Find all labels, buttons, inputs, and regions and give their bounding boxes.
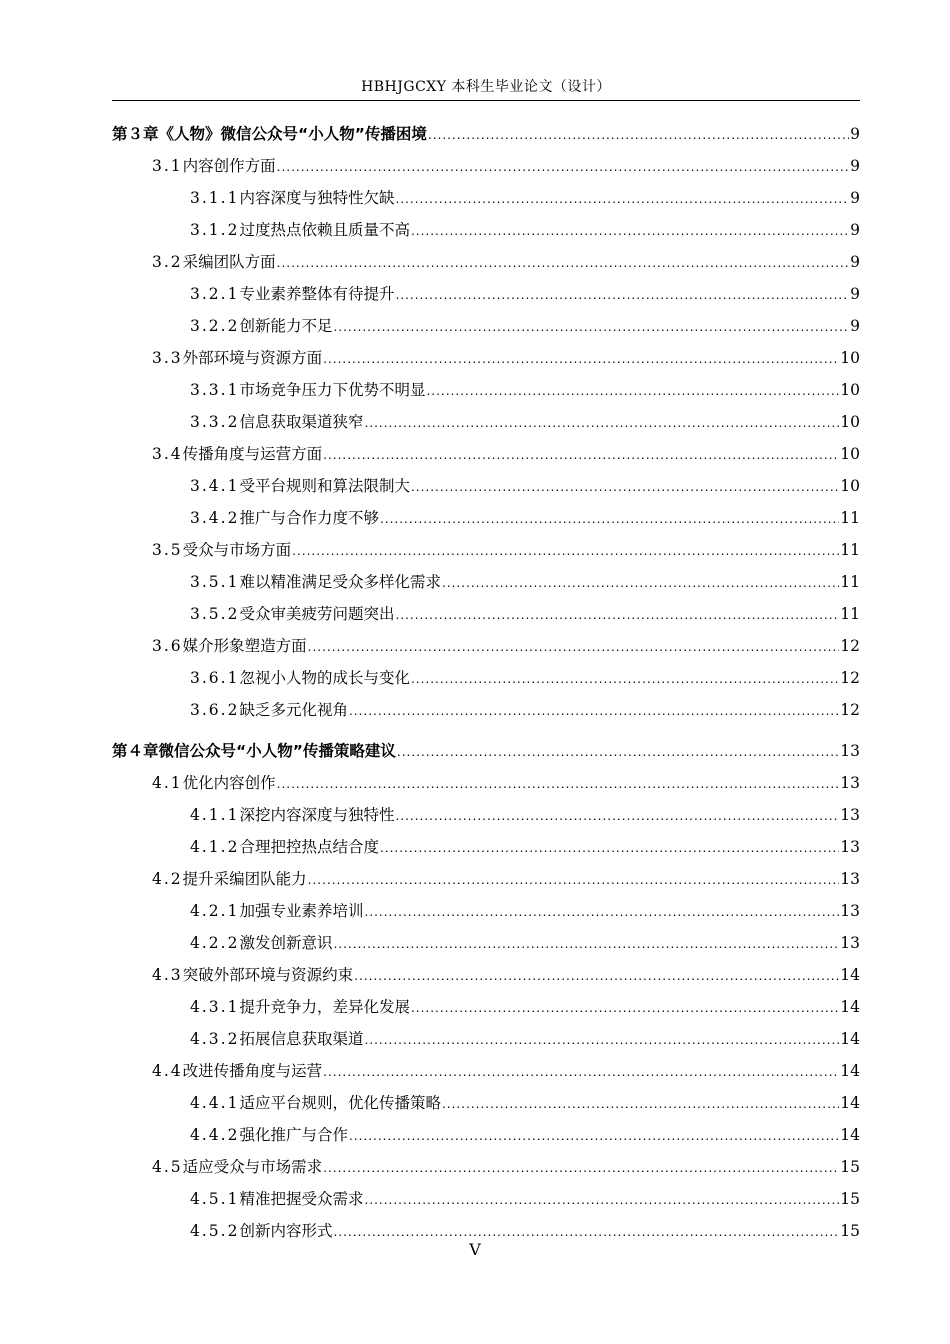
toc-dot-leader [354,960,839,992]
toc-dot-leader [277,768,840,800]
toc-entry-page: 12 [840,637,860,655]
toc-entry[interactable] [112,662,860,694]
toc-entry-number: 4.5.2 [190,1222,240,1240]
toc-entry[interactable] [112,831,860,863]
toc-dot-leader [292,535,839,567]
toc-entry[interactable] [112,182,860,214]
toc-entry-title: 采编团队方面 [182,253,276,271]
toc-entry-page: 13 [840,934,860,952]
toc-entry-title: 提升竞争力，差异化发展 [239,998,410,1016]
toc-entry-title: 传播角度与运营方面 [182,445,323,463]
toc-entry-number: 4.4.2 [190,1126,240,1144]
toc-entry-title: 优化内容创作 [182,774,276,792]
toc-entry-number: 3.4.2 [190,509,240,527]
toc-dot-leader [395,599,839,631]
toc-entry-number: 3.3.1 [190,381,240,399]
toc-entry-page: 11 [840,541,860,559]
toc-entry-page: 14 [840,998,860,1016]
toc-entry-page: 9 [850,221,860,239]
toc-entry[interactable] [112,406,860,438]
toc-entry-page: 15 [840,1190,860,1208]
toc-dot-leader [349,1120,839,1152]
toc-entry-number: 4.2 [152,870,183,888]
toc-entry-page: 13 [840,806,860,824]
toc-entry[interactable] [112,630,860,662]
toc-entry[interactable] [112,374,860,406]
toc-entry-title: 忽视小人物的成长与变化 [239,669,410,687]
toc-dot-leader [323,1152,839,1184]
toc-dot-leader [308,864,840,896]
toc-dot-leader [426,375,839,407]
toc-entry-title: 专业素养整体有待提升 [239,285,395,303]
toc-entry-number: 4.5.1 [190,1190,240,1208]
toc-dot-leader [364,407,839,439]
toc-entry-number: 4.4.1 [190,1094,240,1112]
toc-dot-leader [277,151,849,183]
toc-entry-title: 过度热点依赖且质量不高 [239,221,410,239]
toc-entry-number: 3.2.1 [190,285,240,303]
toc-entry-title: 改进传播角度与运营 [182,1062,323,1080]
toc-entry[interactable] [112,1183,860,1215]
toc-entry[interactable] [112,1087,860,1119]
toc-dot-leader [364,896,839,928]
toc-dot-leader [395,183,849,215]
toc-entry-page: 11 [840,509,860,527]
toc-entry-number: 3.3.2 [190,413,240,431]
toc-entry[interactable] [112,799,860,831]
toc-entry-number: 3.1.2 [190,221,240,239]
toc-entry-page: 13 [840,742,860,760]
toc-entry-number: 3.6.2 [190,701,240,719]
toc-entry[interactable] [112,767,860,799]
toc-entry-page: 11 [840,605,860,623]
toc-dot-leader [411,471,839,503]
toc-entry[interactable] [112,534,860,566]
toc-entry-title: 精准把握受众需求 [239,1190,364,1208]
toc-entry-number: 3.4 [152,445,183,463]
toc-entry[interactable] [112,502,860,534]
toc-entry-title: 受众与市场方面 [182,541,292,559]
toc-entry[interactable] [112,1055,860,1087]
toc-dot-leader [349,695,839,727]
toc-entry[interactable] [112,246,860,278]
page-header: HBHJGCXY 本科生毕业论文（设计） [361,79,611,95]
toc-entry[interactable] [112,1023,860,1055]
toc-entry-number: 4.2.2 [190,934,240,952]
toc-entry-page: 14 [840,966,860,984]
toc-dot-leader [323,343,839,375]
toc-entry-page: 9 [850,189,860,207]
toc-dot-leader [380,832,839,864]
toc-entry-number: 4.3 [152,966,183,984]
toc-entry-title: 加强专业素养培训 [239,902,364,920]
toc-entry-title: 适应受众与市场需求 [182,1158,323,1176]
toc-entry[interactable] [112,1151,860,1183]
toc-entry-page: 13 [840,902,860,920]
toc-entry-page: 14 [840,1062,860,1080]
toc-entry[interactable] [112,863,860,895]
toc-dot-leader [395,279,849,311]
toc-entry-page: 14 [840,1126,860,1144]
toc-entry-title: 信息获取渠道狭窄 [239,413,364,431]
page-number: V [469,1240,481,1259]
toc-dot-leader [364,1024,839,1056]
toc-entry-page: 13 [840,870,860,888]
toc-entry-page: 10 [840,445,860,463]
toc-entry-title: 推广与合作力度不够 [239,509,379,527]
toc-entry-page: 13 [840,774,860,792]
toc-entry[interactable] [112,214,860,246]
toc-entry-page: 14 [840,1094,860,1112]
toc-entry-title: 内容创作方面 [182,157,276,175]
toc-entry-number: 4.1.1 [190,806,240,824]
toc-entry-page: 10 [840,349,860,367]
toc-dot-leader [333,928,839,960]
toc-entry-number: 4.2.1 [190,902,240,920]
toc-entry-title: 适应平台规则，优化传播策略 [239,1094,441,1112]
toc-dot-leader [380,503,839,535]
toc-entry-page: 9 [850,253,860,271]
toc-dot-leader [323,1056,839,1088]
toc-entry-title: 创新内容形式 [239,1222,333,1240]
toc-entry-title: 外部环境与资源方面 [182,349,323,367]
toc-entry-page: 15 [840,1222,860,1240]
toc-entry-page: 10 [840,381,860,399]
toc-entry[interactable] [112,927,860,959]
toc-dot-leader [428,119,849,151]
toc-dot-leader [364,1184,839,1216]
toc-entry-page: 10 [840,413,860,431]
toc-entry[interactable] [112,150,860,182]
toc-entry-title: 提升采编团队能力 [182,870,307,888]
toc-dot-leader [442,1088,839,1120]
toc-entry-title: 《人物》微信公众号“小人物”传播困境 [158,125,427,143]
toc-entry-page: 10 [840,477,860,495]
toc-entry-number: 3.6 [152,637,183,655]
toc-entry[interactable] [112,342,860,374]
toc-entry-title: 受众审美疲劳问题突出 [239,605,395,623]
toc-dot-leader [277,247,849,279]
toc-dot-leader [411,215,849,247]
toc-entry-page: 12 [840,669,860,687]
table-of-contents [112,118,860,1247]
toc-entry-title: 内容深度与独特性欠缺 [239,189,395,207]
toc-entry-number: 3.3 [152,349,183,367]
toc-dot-leader [333,311,849,343]
toc-entry-page: 13 [840,838,860,856]
toc-entry[interactable] [112,694,860,726]
toc-dot-leader [308,631,840,663]
toc-entry-number: 3.4.1 [190,477,240,495]
toc-entry-title: 缺乏多元化视角 [239,701,348,719]
toc-entry-number: 3.5.1 [190,573,240,591]
toc-entry-number: 4.3.2 [190,1030,240,1048]
toc-entry-number: 3.2 [152,253,183,271]
toc-entry-number: 3.6.1 [190,669,240,687]
toc-entry[interactable] [112,895,860,927]
toc-entry-title: 合理把控热点结合度 [239,838,379,856]
toc-entry-title: 微信公众号“小人物”传播策略建议 [158,742,396,760]
toc-entry-number: 3.2.2 [190,317,240,335]
toc-entry[interactable] [112,566,860,598]
toc-entry-number: 3.1 [152,157,183,175]
toc-entry-number: 第３章 [112,125,159,143]
toc-entry[interactable] [112,991,860,1023]
toc-entry-page: 11 [840,573,860,591]
toc-entry[interactable] [112,438,860,470]
toc-entry[interactable] [112,278,860,310]
toc-dot-leader [323,439,839,471]
toc-entry-number: 3.1.1 [190,189,240,207]
toc-dot-leader [395,800,839,832]
toc-entry-page: 9 [850,157,860,175]
toc-entry-page: 9 [850,125,860,143]
toc-entry-number: 3.5.2 [190,605,240,623]
toc-entry-number: 4.3.1 [190,998,240,1016]
toc-entry-page: 9 [850,317,860,335]
toc-dot-leader [411,663,839,695]
toc-entry-title: 突破外部环境与资源约束 [182,966,354,984]
toc-entry-title: 强化推广与合作 [239,1126,348,1144]
toc-entry-number: 4.4 [152,1062,183,1080]
toc-entry-title: 拓展信息获取渠道 [239,1030,364,1048]
toc-entry-page: 14 [840,1030,860,1048]
toc-entry[interactable] [112,959,860,991]
toc-entry-number: 4.1.2 [190,838,240,856]
toc-entry-number: 3.5 [152,541,183,559]
toc-entry-page: 12 [840,701,860,719]
toc-chapter-entry[interactable] [112,735,860,767]
toc-dot-leader [397,736,839,768]
toc-entry-page: 9 [850,285,860,303]
toc-dot-leader [411,992,839,1024]
toc-entry-title: 受平台规则和算法限制大 [239,477,410,495]
toc-entry[interactable] [112,1119,860,1151]
toc-entry[interactable] [112,598,860,630]
toc-dot-leader [442,567,839,599]
toc-chapter-entry[interactable] [112,118,860,150]
toc-entry-title: 难以精准满足受众多样化需求 [239,573,441,591]
toc-entry-title: 激发创新意识 [239,934,333,952]
toc-entry-title: 创新能力不足 [239,317,333,335]
toc-entry-number: 4.5 [152,1158,183,1176]
toc-entry[interactable] [112,310,860,342]
toc-entry-title: 媒介形象塑造方面 [182,637,307,655]
toc-entry-page: 15 [840,1158,860,1176]
toc-entry-number: 4.1 [152,774,183,792]
toc-entry-title: 市场竞争压力下优势不明显 [239,381,426,399]
header-rule [112,100,860,101]
toc-entry-title: 深挖内容深度与独特性 [239,806,395,824]
toc-entry[interactable] [112,470,860,502]
toc-entry-number: 第４章 [112,742,159,760]
